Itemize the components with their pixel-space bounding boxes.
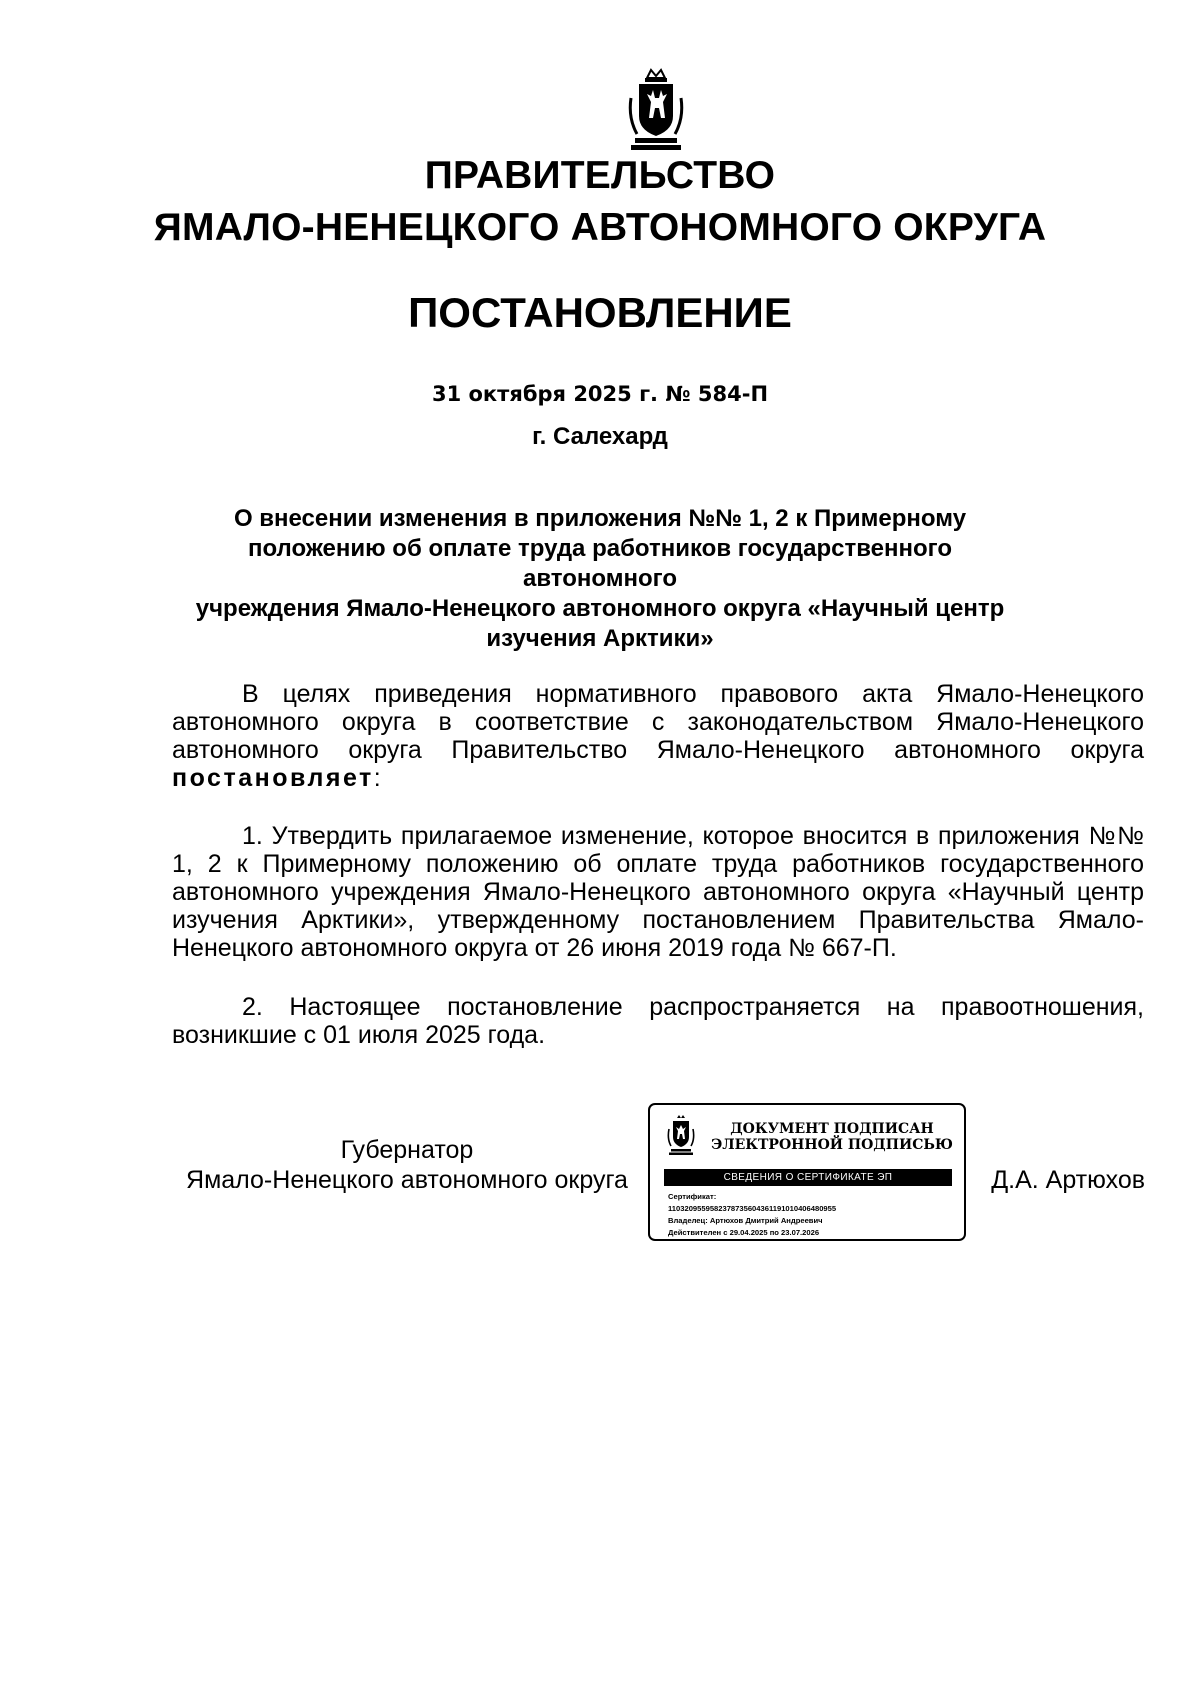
subject-line: изучения Арктики» bbox=[486, 625, 714, 652]
certificate-label: Сертификат: bbox=[668, 1192, 717, 1201]
item-2-paragraph: 2. Настоящее постановление распространяется на правоотношения, возникшие с 01 июля 2025 года. bbox=[172, 993, 1144, 1049]
signatory-position-line2: Ямало-Ненецкого автономного округа bbox=[186, 1166, 628, 1194]
signatory-position-line1: Губернатор bbox=[340, 1136, 474, 1164]
document-type: ПОСТАНОВЛЕНИЕ bbox=[408, 289, 792, 336]
city: г. Салехард bbox=[532, 423, 668, 450]
resolves-punct: : bbox=[373, 764, 381, 792]
preamble-paragraph bbox=[172, 680, 1144, 792]
document-subject bbox=[170, 504, 1030, 654]
subject-line: О внесении изменения в приложения №№ 1, 2 к Примерному bbox=[233, 505, 967, 532]
certificate-owner: Владелец: Артюхов Дмитрий Андреевич bbox=[668, 1216, 823, 1225]
date-and-number: 31 октября 2025 г. № 584-П bbox=[431, 382, 769, 406]
coat-of-arms-emblem bbox=[625, 68, 687, 152]
preamble-text: В целях приведения нормативного правового акта Ямало-Ненецкого автономного округа в соответствие с законодательством Ямало-Ненецкого автономного округа Правительство Ямало-Ненецкого автономного округа bbox=[172, 680, 1144, 764]
certificate-number: 1103209559582378735604361191010406480955 bbox=[668, 1204, 837, 1213]
government-title bbox=[0, 150, 1200, 254]
subject-line: учреждения Ямало-Ненецкого автономного округа «Научный центр bbox=[195, 595, 1005, 622]
resolves-word: постановляет bbox=[172, 764, 374, 792]
certificate-info-bar: СВЕДЕНИЯ О СЕРТИФИКАТЕ ЭП bbox=[664, 1169, 952, 1186]
government-title-line2: ЯМАЛО-НЕНЕЦКОГО АВТОНОМНОГО ОКРУГА bbox=[153, 206, 1047, 249]
government-title-line1: ПРАВИТЕЛЬСТВО bbox=[424, 154, 776, 197]
certificate-details bbox=[668, 1191, 958, 1239]
signatory-name: Д.А. Артюхов bbox=[991, 1166, 1145, 1194]
subject-line: положению об оплате труда работников государственного автономного bbox=[248, 535, 952, 592]
stamp-title-line2: ЭЛЕКТРОННОЙ ПОДПИСЬЮ bbox=[711, 1137, 953, 1153]
electronic-signature-stamp bbox=[648, 1103, 966, 1241]
signatory-position bbox=[172, 1135, 642, 1195]
stamp-emblem-icon bbox=[666, 1115, 696, 1155]
stamp-title bbox=[708, 1121, 956, 1153]
stamp-title-line1: ДОКУМЕНТ ПОДПИСАН bbox=[730, 1121, 934, 1137]
item-1-paragraph: 1. Утвердить прилагаемое изменение, которое вносится в приложения №№ 1, 2 к Примерному положению об оплате труда работников государственного автономного учреждения Ямало-Ненецкого автономного округа «Научный центр изучения Арктики», утвержденному постановлением Правительства Ямало-Ненецкого автономного округа от 26 июня 2019 года № 667-П. bbox=[172, 822, 1144, 962]
certificate-validity: Действителен с 29.04.2025 по 23.07.2026 bbox=[668, 1228, 820, 1237]
